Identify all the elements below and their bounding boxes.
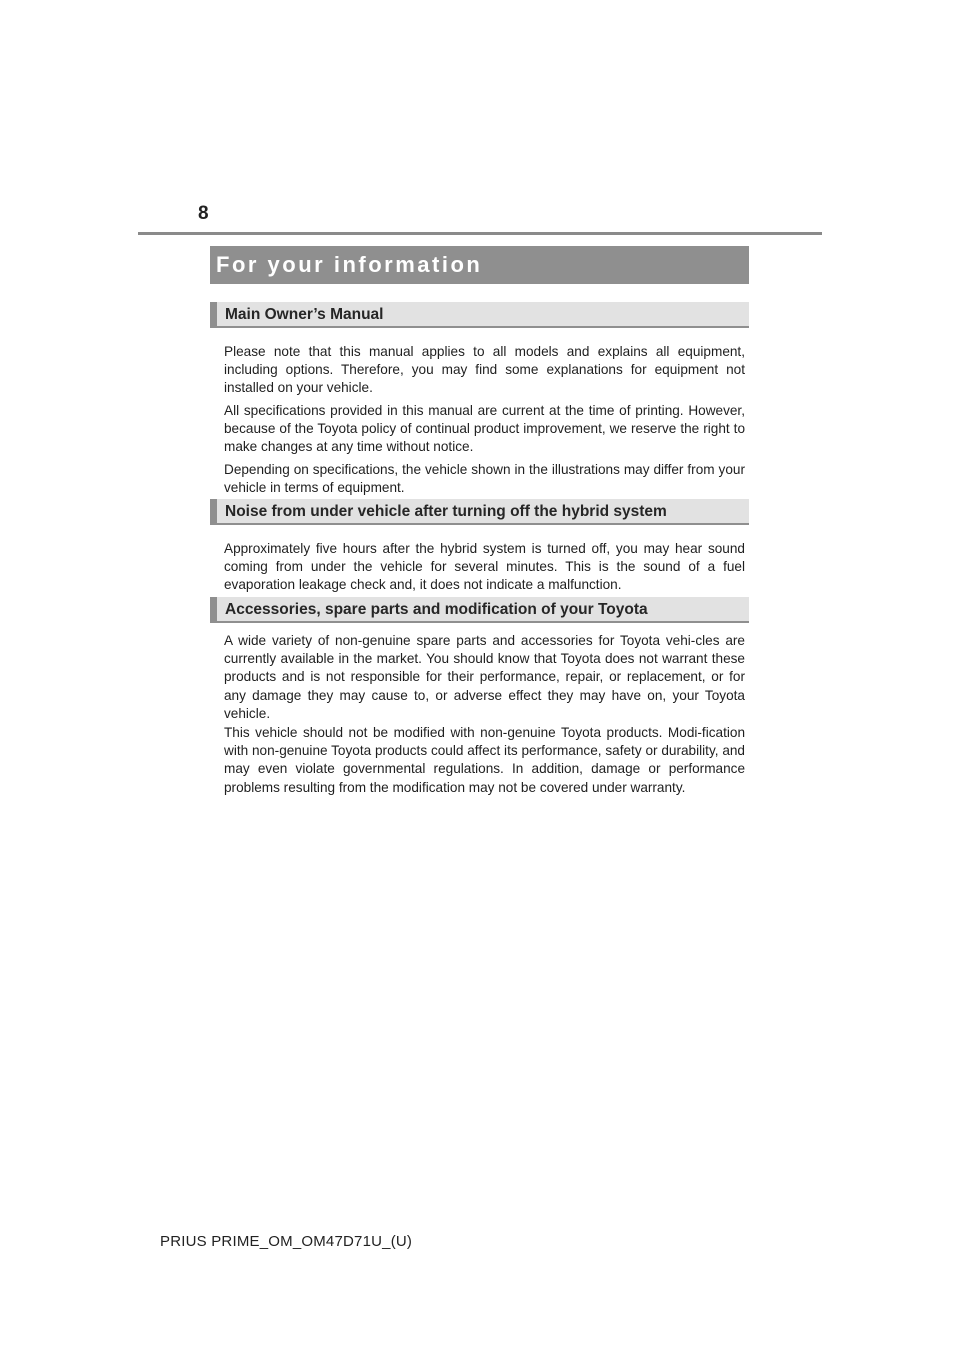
body-paragraph: Please note that this manual applies to all models and explains all equipment, including options. Therefore, you may find some explanations for equipment not installed on your vehicle. <box>224 344 745 396</box>
section-heading-noise <box>210 499 749 525</box>
page-number: 8 <box>198 203 209 224</box>
body-paragraph: All specifications provided in this manual are current at the time of printing. However, because of the Toyota policy of continual product improvement, we reserve the right to make changes at any time without notice. <box>224 403 745 455</box>
page-title-banner <box>210 246 749 284</box>
body-paragraph: Depending on specifications, the vehicle shown in the illustrations may differ from your vehicle in terms of equipment. <box>224 462 745 496</box>
body-paragraph: This vehicle should not be modified with non-genuine Toyota products. Modi-fication with non-genuine Toyota products could affect its performance, safety or durability, and may even violate governmental regulations. In addition, damage or performance problems resulting from the modification may not be covered under warranty. <box>224 725 745 795</box>
section-heading-main-owners-manual <box>210 302 749 328</box>
body-paragraph: Approximately five hours after the hybrid system is turned off, you may hear sound coming from under the vehicle for several minutes. This is the sound of a fuel evaporation leakage check and, it does not indicate a malfunction. <box>224 541 745 593</box>
section-heading-text: Noise from under vehicle after turning off the hybrid system <box>225 503 667 520</box>
body-paragraph: A wide variety of non-genuine spare parts and accessories for Toyota vehi-cles are currently available in the market. You should know that Toyota does not warrant these products and is not responsible for their performance, repair, or replacement, or for any damage they may cause to, or adverse effect they may have on, your Toyota vehicle. <box>224 633 745 721</box>
section-heading-text: Accessories, spare parts and modification of your Toyota <box>225 601 648 618</box>
section-heading-accessories <box>210 597 749 623</box>
footer-document-code: PRIUS PRIME_OM_OM47D71U_(U) <box>160 1233 413 1250</box>
header-divider <box>138 232 822 235</box>
section-heading-text: Main Owner’s Manual <box>225 306 384 323</box>
page-title: For your information <box>216 252 483 277</box>
